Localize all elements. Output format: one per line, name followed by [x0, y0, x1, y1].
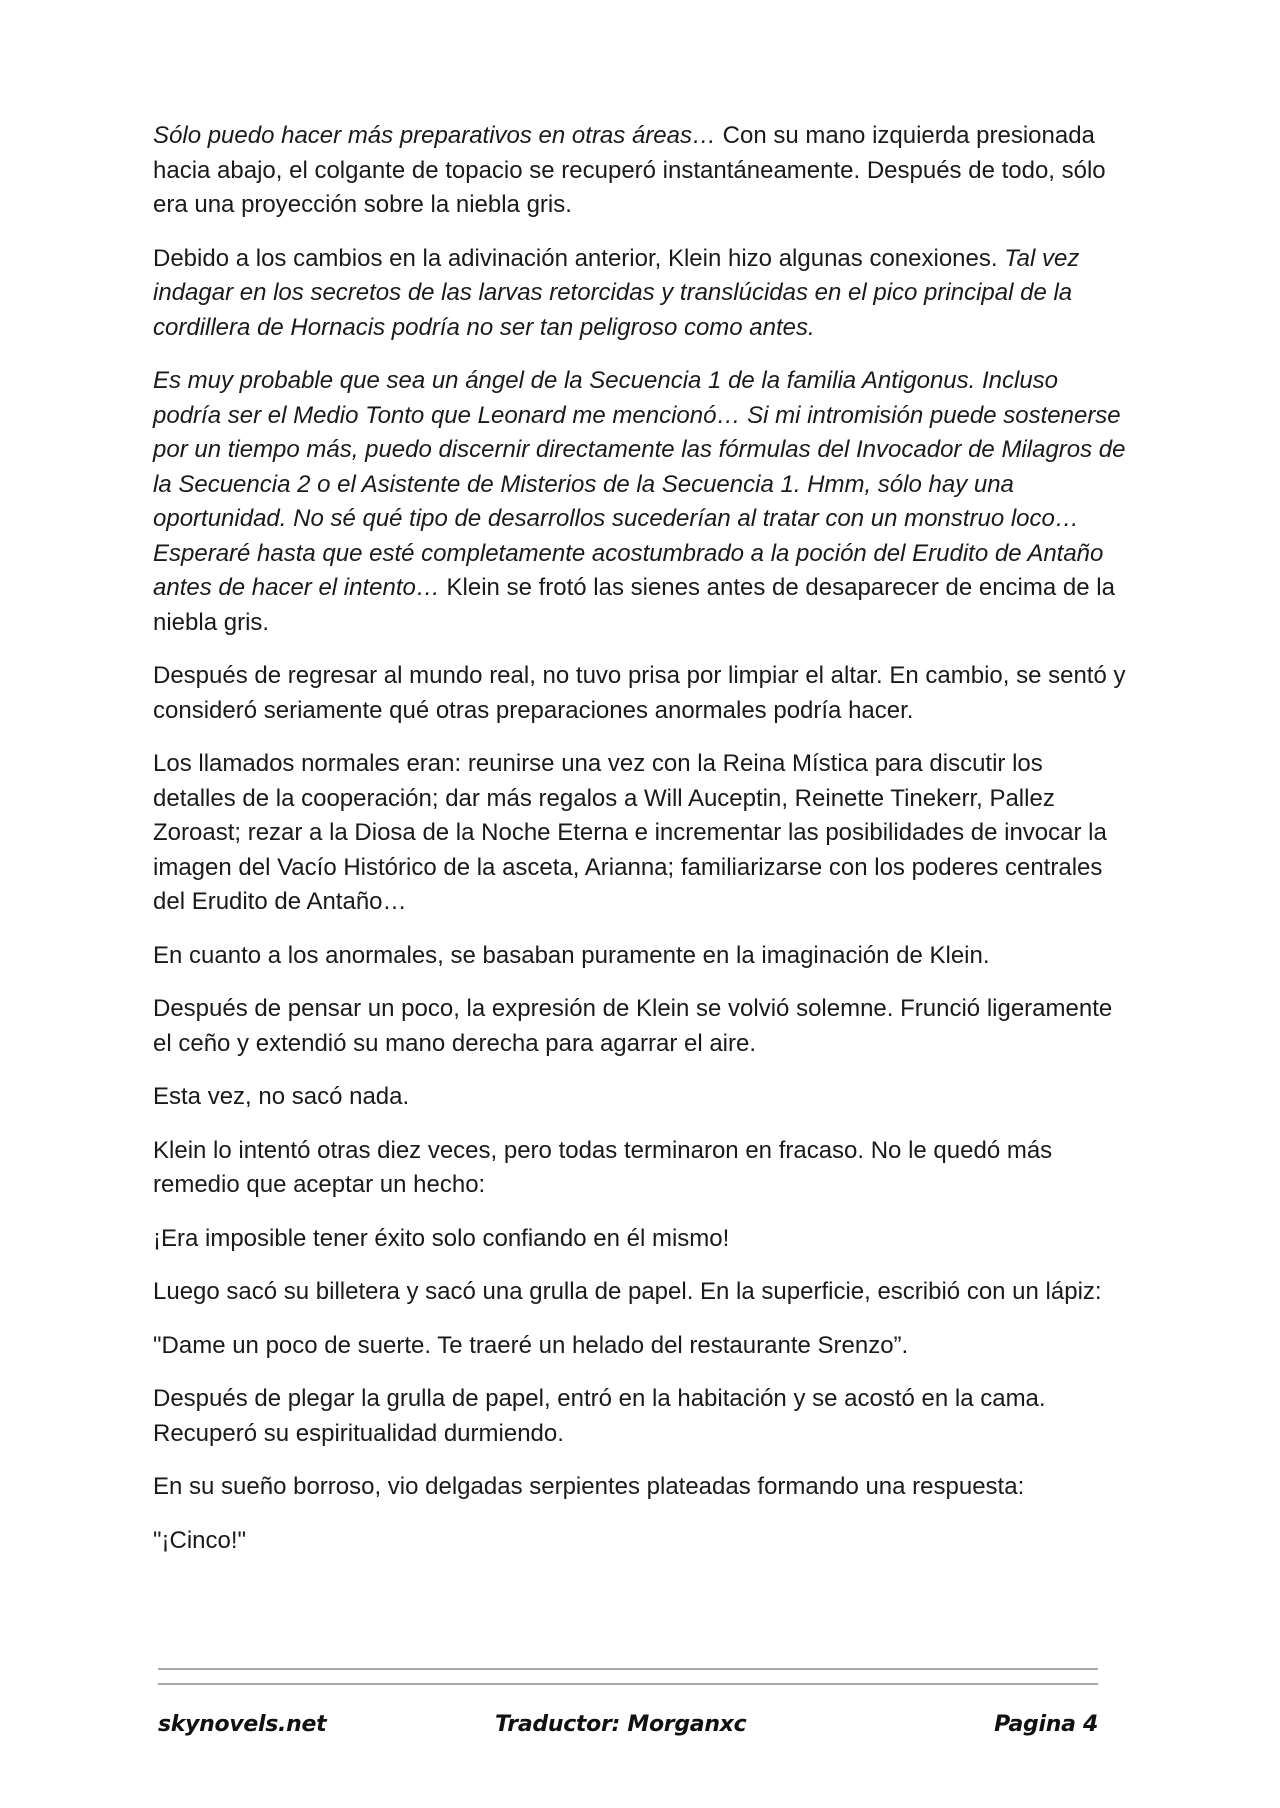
footer-divider-bottom — [158, 1683, 1098, 1685]
text-run: En su sueño borroso, vio delgadas serpientes plateadas formando una respuesta: — [153, 1473, 1025, 1500]
body-paragraph — [153, 1134, 1128, 1203]
text-run: En cuanto a los anormales, se basaban puramente en la imaginación de Klein. — [153, 941, 990, 969]
text-run: ¡Era imposible tener éxito solo confiando en él mismo! — [153, 1224, 730, 1252]
body-paragraph — [153, 364, 1128, 640]
body-paragraph — [153, 1470, 1128, 1505]
body-paragraph — [153, 1382, 1128, 1451]
text-run: Después de plegar la grulla de papel, entró en la habitación y se acostó en la cama. Recuperó su espiritualidad durmiendo. — [153, 1385, 1046, 1447]
text-run: Klein se frotó las sienes antes de desaparecer de encima de la niebla gris. — [153, 574, 1115, 636]
text-run: Klein lo intentó otras diez veces, pero todas terminaron en fracaso. No le quedó más remedio que aceptar un hecho: — [153, 1136, 1053, 1198]
text-run: Con su mano izquierda presionada hacia abajo, el colgante de topacio se recuperó instantáneamente. Después de todo, sólo era una proyección sobre la niebla gris. — [153, 122, 1106, 218]
footer-page-number: Pagina 4 — [994, 1712, 1098, 1737]
body-paragraph — [153, 1080, 1128, 1115]
body-paragraph — [153, 1329, 1128, 1364]
body-paragraph — [153, 119, 1128, 223]
body-paragraph — [153, 242, 1128, 346]
text-run: "Dame un poco de suerte. Te traeré un helado del restaurante Srenzo”. — [153, 1331, 909, 1359]
text-run: Esta vez, no sacó nada. — [153, 1083, 410, 1110]
footer-site-name: skynovels.net — [158, 1712, 327, 1737]
text-run: Después de regresar al mundo real, no tuvo prisa por limpiar el altar. En cambio, se sentó y consideró seriamente qué otras preparaciones anormales podría hacer. — [153, 662, 1126, 724]
text-run: "¡Cinco!" — [153, 1526, 247, 1554]
footer-divider-top — [158, 1668, 1098, 1670]
footer-translator: Traductor: Morganxc — [495, 1712, 747, 1737]
text-run: Los llamados normales eran: reunirse una vez con la Reina Mística para discutir los detalles de la cooperación; dar más regalos a Will Auceptin, Reinette Tinekerr, Pallez Zoroast; rezar a la Diosa de la Noche Eterna e incrementar las posibilidades de invocar la imagen del Vacío Histórico de la asceta, Arianna; familiarizarse con los poderes centrales del Erudito de Antaño… — [153, 750, 1107, 915]
body-paragraph — [153, 992, 1128, 1061]
italic-text-run: Tal vez indagar en los secretos de las larvas retorcidas y translúcidas en el pico principal de la cordillera de Hornacis podría no ser tan peligroso como antes. — [153, 244, 1080, 341]
italic-text-run: Es muy probable que sea un ángel de la Secuencia 1 de la familia Antigonus. Incluso podría ser el Medio Tonto que Leonard me mencionó… Si mi intromisión puede sostenerse por un tiempo más, puedo discernir directamente las fórmulas del Invocador de Milagros de la Secuencia 2 o el Asistente de Misterios de la Secuencia 1. Hmm, sólo hay una oportunidad. No sé qué tipo de desarrollos sucederían al tratar con un monstruo loco… Esperaré hasta que esté completamente acostumbrado a la poción del Erudito de Antaño antes de hacer el intento… — [153, 367, 1126, 601]
document-body — [153, 119, 1128, 1577]
text-run: Luego sacó su billetera y sacó una grulla de papel. En la superficie, escribió con un lápiz: — [153, 1278, 1102, 1305]
text-run: Debido a los cambios en la adivinación anterior, Klein hizo algunas conexiones. — [153, 244, 1005, 272]
body-paragraph — [153, 747, 1128, 920]
body-paragraph — [153, 1524, 1128, 1559]
body-paragraph — [153, 939, 1128, 974]
body-paragraph — [153, 659, 1128, 728]
body-paragraph — [153, 1275, 1128, 1310]
italic-text-run: Sólo puedo hacer más preparativos en otras áreas… — [153, 122, 716, 149]
body-paragraph — [153, 1222, 1128, 1257]
text-run: Después de pensar un poco, la expresión de Klein se volvió solemne. Frunció ligeramente el ceño y extendió su mano derecha para agarrar el aire. — [153, 995, 1113, 1057]
